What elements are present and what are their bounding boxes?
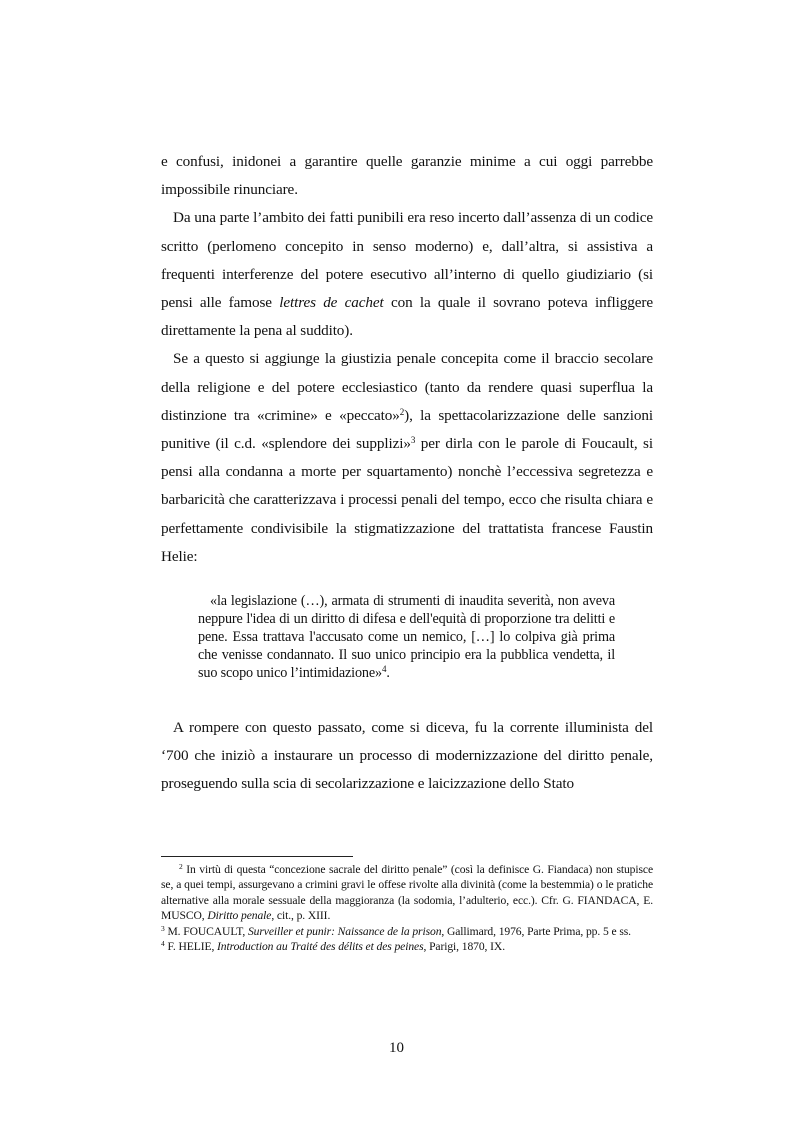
- footnotes: [161, 862, 653, 954]
- paragraph-2: Da una parte l’ambito dei fatti punibili era reso incerto dall’assenza di un codice scritto (perlomeno concepito in senso moderno) e, dall’altra, si assistiva a frequenti interferenze del potere esecutivo all’interno di quello giudiziario (si pensi alle famose lettres de cachet con la quale il sovrano poteva infliggere direttamente la pena al suddito).: [161, 209, 653, 340]
- paragraph-1: e confusi, inidonei a garantire quelle garanzie minime a cui oggi parrebbe impossibile rinunciare.: [161, 153, 653, 199]
- footnote-4: $^4$ F. HELIE, Introduction au Traité des délits et des peines, Parigi, 1870, IX.: [161, 939, 505, 954]
- paragraph-4: A rompere con questo passato, come si diceva, fu la corrente illuminista del ‘700 che iniziò a instaurare un processo di modernizzazione del diritto penale, proseguendo sulla scia di secolarizzazione e laicizzazione dello Stato: [161, 719, 653, 793]
- footnote-ref-3[interactable]: 3: [410, 435, 416, 446]
- footnote-separator: [161, 856, 353, 857]
- italic-term: lettres de cachet: [279, 294, 384, 312]
- footnote-ref-4[interactable]: 4: [381, 664, 387, 675]
- footnote-ref-2[interactable]: 2: [399, 406, 405, 417]
- block-quote: «la legislazione (…), armata di strumenti di inaudita severità, non aveva neppure l'idea di un diritto di difesa e dell'equità di proporzione tra delitti e pene. Essa trattava l'accusato come un nemico, […] lo colpiva già prima che venisse condannato. Il suo unico principio era la pubblica vendetta, il suo scopo unico l’intimidazione»$^4$.: [198, 593, 615, 682]
- footnote-2: $^2$ In virtù di questa “concezione sacrale del diritto penale” (così la definisce G. Fiandaca) non stupisce se, a quei tempi, assurgevano a crimini gravi le offese rivolte alla divinità (come la bestemmia) o le pratiche alternative alla morale sessuale della maggioranza (la sodomia, l’adulterio, ecc.). Cfr. G. FIANDACA, E. MUSCO, Diritto penale, cit., p. XIII.: [161, 862, 653, 923]
- main-text: [161, 148, 653, 571]
- footnote-3: $^3$ M. FOUCAULT, Surveiller et punir: Naissance de la prison, Gallimard, 1976, Parte Prima, pp. 5 e ss.: [161, 923, 631, 938]
- paragraph-3: Se a questo si aggiunge la giustizia penale concepita come il braccio secolare della religione e del potere ecclesiastico (tanto da rendere quasi superflua la distinzione tra «crimine» e «peccato»$^2$), la spettacolarizzazione delle sanzioni punitive (il c.d. «splendore dei supplizi»$^3$ per dirla con le parole di Foucault, si pensi alla condanna a morte per squartamento) nonchè l’eccessiva segretezza e barbaricità che caratterizzava i processi penali del tempo, ecco che risulta chiara e perfettamente condivisibile la stigmatizzazione del trattatista francese Faustin Helie:: [161, 350, 654, 565]
- page-number: 10: [389, 1040, 404, 1056]
